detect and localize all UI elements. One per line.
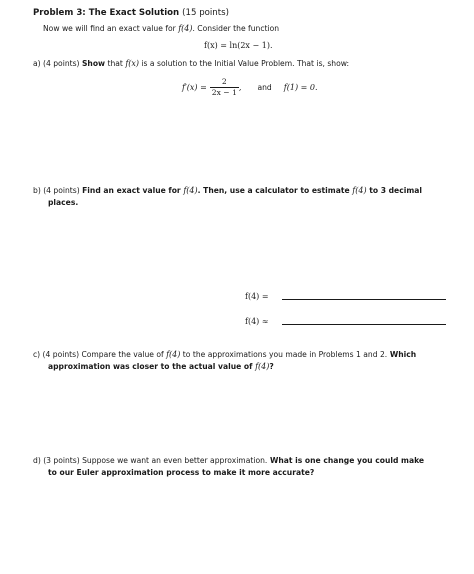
part-d-line-2: to our Euler approximation process to make it more accurate? — [48, 468, 315, 477]
intro-text — [43, 24, 279, 33]
part-c-bold-end: ? — [269, 362, 274, 371]
part-a-text-post: is a solution to the Initial Value Problem. That is, show: — [139, 59, 350, 68]
part-c-f4: f(4) — [166, 350, 181, 359]
answer-exact-label: f(4) = — [245, 292, 269, 301]
derivative-fraction — [210, 77, 239, 98]
part-c-text-2: to the approximations you made in Problems 1 and 2. — [180, 350, 388, 359]
fraction-denominator: 2x − 1 — [211, 87, 237, 97]
part-c-text-1: Compare the value of — [79, 350, 167, 359]
problem-title — [33, 8, 229, 18]
part-d-text-1: Suppose we want an even better approximation. — [79, 456, 268, 465]
part-b-bold-2: . Then, use a calculator to estimate — [197, 186, 353, 195]
part-c-line-1 — [33, 350, 416, 359]
part-d-line-1 — [33, 456, 424, 465]
fraction-punct: , — [238, 82, 242, 92]
part-c-line-2 — [48, 362, 274, 371]
part-a-label: a) (4 points) — [33, 59, 80, 68]
and-word: and — [257, 82, 272, 92]
part-a-text — [33, 59, 349, 68]
problem-points: (15 points) — [182, 8, 229, 18]
part-d-bold-1: What is one change you could make — [267, 456, 425, 465]
part-b-f4: f(4) — [183, 186, 198, 195]
part-c-f4b: f(4) — [255, 362, 270, 371]
answer-approx-label: f(4) ≈ — [245, 317, 269, 326]
derivative-lhs: f′(x) = — [182, 82, 207, 92]
intro-f4: f(4) — [178, 24, 193, 33]
part-a-equation — [182, 75, 317, 99]
part-b-f4b: f(4) — [352, 186, 367, 195]
problem-title-text: Problem 3: The Exact Solution — [33, 8, 180, 18]
part-c-bold-2: approximation was closer to the actual value of — [48, 362, 256, 371]
initial-condition: f(1) = 0. — [283, 82, 318, 92]
part-d-label: d) (3 points) — [33, 456, 80, 465]
answer-approx-line[interactable] — [282, 324, 446, 325]
intro-post: . Consider the function — [192, 24, 280, 33]
answer-exact-line[interactable] — [282, 299, 446, 300]
part-a-fx: f(x) — [125, 59, 140, 68]
function-definition: f(x) = ln(2x − 1). — [204, 41, 273, 50]
part-c-bold-1: Which — [387, 350, 417, 359]
part-b-line-1 — [33, 186, 422, 195]
part-b-bold-3: to 3 decimal — [366, 186, 422, 195]
part-a-text-pre: that — [105, 59, 126, 68]
part-a-bold-word: Show — [81, 59, 106, 68]
part-c-label: c) (4 points) — [33, 350, 80, 359]
part-b-line-2: places. — [48, 198, 79, 207]
part-b-label: b) (4 points) — [33, 186, 80, 195]
part-b-bold-1: Find an exact value for — [82, 186, 184, 195]
fraction-numerator: 2 — [210, 77, 239, 88]
intro-pre: Now we will find an exact value for — [43, 24, 179, 33]
